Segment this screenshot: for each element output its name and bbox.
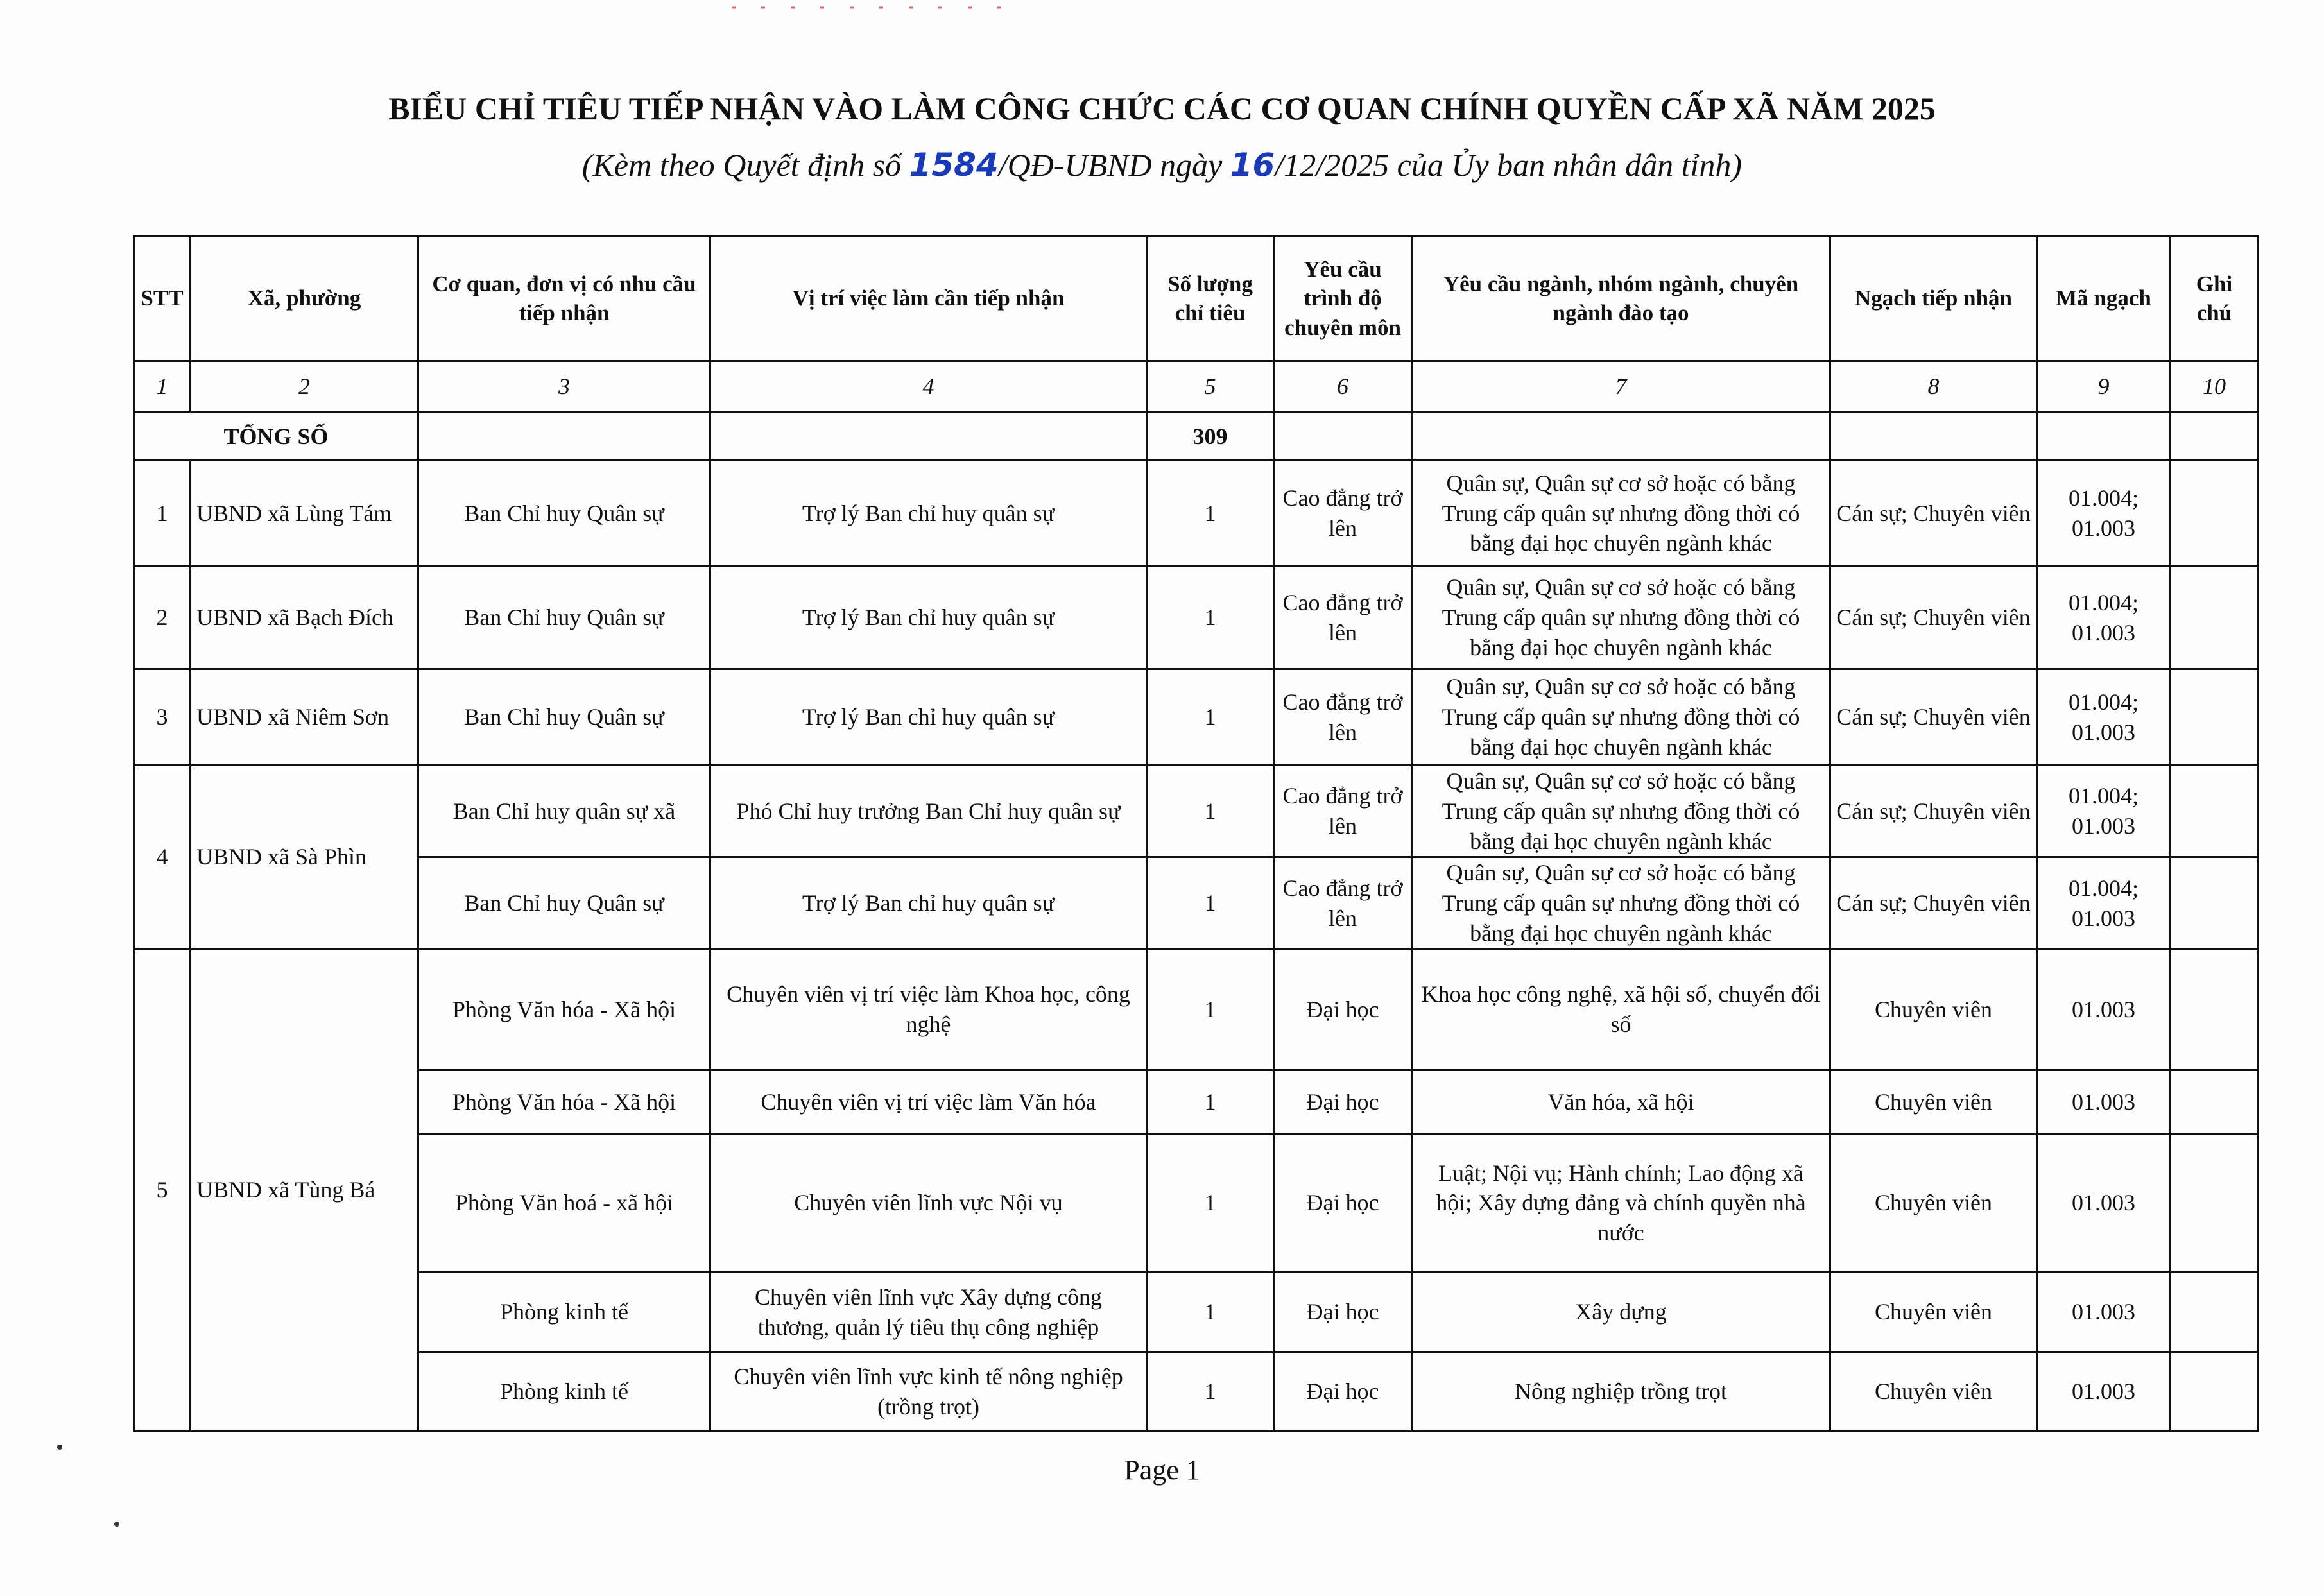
field-cell: Quân sự, Quân sự cơ sở hoặc có bằng Trung cấp quân sự nhưng đồng thời có bằng đại học chuyên ngành khác (1412, 461, 1830, 567)
rank-cell: Cán sự; Chuyên viên (1830, 669, 2037, 766)
column-number: 7 (1412, 361, 1830, 413)
column-number: 2 (191, 361, 418, 413)
field-cell: Xây dựng (1412, 1272, 1830, 1352)
agency-cell: Ban Chỉ huy Quân sự (418, 461, 710, 567)
quota-cell: 1 (1147, 567, 1274, 669)
stt-cell: 1 (134, 461, 191, 567)
header-cell: Cơ quan, đơn vị có nhu cầu tiếp nhận (418, 236, 710, 361)
field-cell: Văn hóa, xã hội (1412, 1070, 1830, 1134)
header-cell: Số lượng chỉ tiêu (1147, 236, 1274, 361)
commune-cell: UBND xã Sà Phìn (191, 766, 418, 950)
position-cell: Chuyên viên vị trí việc làm Khoa học, công nghệ (710, 949, 1147, 1070)
quota-cell: 1 (1147, 461, 1274, 567)
level-cell: Đại học (1274, 1352, 1412, 1431)
quota-cell: 1 (1147, 1070, 1274, 1134)
code-cell: 01.003 (2037, 1134, 2171, 1272)
header-cell: Vị trí việc làm cần tiếp nhận (710, 236, 1147, 361)
header-cell: Mã ngạch (2037, 236, 2171, 361)
total-value: 309 (1147, 413, 1274, 461)
field-cell: Luật; Nội vụ; Hành chính; Lao động xã hội; Xây dựng đảng và chính quyền nhà nước (1412, 1134, 1830, 1272)
column-number: 5 (1147, 361, 1274, 413)
commune-cell: UBND xã Tùng Bá (191, 949, 418, 1431)
column-number: 1 (134, 361, 191, 413)
commune-cell: UBND xã Bạch Đích (191, 567, 418, 669)
decision-number: 1584 (909, 146, 999, 184)
column-number: 3 (418, 361, 710, 413)
subtitle-middle: /QĐ-UBND ngày (998, 147, 1230, 183)
agency-cell: Ban Chỉ huy quân sự xã (418, 766, 710, 857)
quota-cell: 1 (1147, 949, 1274, 1070)
quota-cell: 1 (1147, 1272, 1274, 1352)
agency-cell: Ban Chỉ huy Quân sự (418, 857, 710, 949)
position-cell: Trợ lý Ban chỉ huy quân sự (710, 567, 1147, 669)
rank-cell: Chuyên viên (1830, 1134, 2037, 1272)
position-cell: Trợ lý Ban chỉ huy quân sự (710, 669, 1147, 766)
level-cell: Cao đẳng trở lên (1274, 857, 1412, 949)
code-cell: 01.004; 01.003 (2037, 461, 2171, 567)
page-number: Page 1 (1124, 1454, 1200, 1486)
header-cell: Yêu cầu trình độ chuyên môn (1274, 236, 1412, 361)
header-cell: Ngạch tiếp nhận (1830, 236, 2037, 361)
rank-cell: Cán sự; Chuyên viên (1830, 461, 2037, 567)
code-cell: 01.004; 01.003 (2037, 766, 2171, 857)
subtitle-prefix: (Kèm theo Quyết định số (581, 147, 909, 183)
level-cell: Cao đẳng trở lên (1274, 669, 1412, 766)
field-cell: Quân sự, Quân sự cơ sở hoặc có bằng Trung cấp quân sự nhưng đồng thời có bằng đại học chuyên ngành khác (1412, 567, 1830, 669)
column-number: 6 (1274, 361, 1412, 413)
agency-cell: Ban Chỉ huy Quân sự (418, 567, 710, 669)
code-cell: 01.004; 01.003 (2037, 857, 2171, 949)
column-number: 10 (2171, 361, 2259, 413)
rank-cell: Chuyên viên (1830, 949, 2037, 1070)
rank-cell: Chuyên viên (1830, 1352, 2037, 1431)
rank-cell: Chuyên viên (1830, 1272, 2037, 1352)
agency-cell: Phòng kinh tế (418, 1352, 710, 1431)
header-cell: STT (134, 236, 191, 361)
quota-cell: 1 (1147, 857, 1274, 949)
document-title: BIỂU CHỈ TIÊU TIẾP NHẬN VÀO LÀM CÔNG CHỨC CÁC CƠ QUAN CHÍNH QUYỀN CẤP XÃ NĂM 2025 (388, 90, 1936, 126)
code-cell: 01.003 (2037, 949, 2171, 1070)
level-cell: Đại học (1274, 1134, 1412, 1272)
stt-cell: 5 (134, 949, 191, 1431)
code-cell: 01.003 (2037, 1272, 2171, 1352)
rank-cell: Chuyên viên (1830, 1070, 2037, 1134)
commune-cell: UBND xã Lùng Tám (191, 461, 418, 567)
stt-cell: 3 (134, 669, 191, 766)
level-cell: Cao đẳng trở lên (1274, 461, 1412, 567)
code-cell: 01.004; 01.003 (2037, 669, 2171, 766)
commune-cell: UBND xã Niêm Sơn (191, 669, 418, 766)
position-cell: Trợ lý Ban chỉ huy quân sự (710, 857, 1147, 949)
column-number: 9 (2037, 361, 2171, 413)
level-cell: Cao đẳng trở lên (1274, 567, 1412, 669)
agency-cell: Phòng Văn hóa - Xã hội (418, 949, 710, 1070)
column-number: 8 (1830, 361, 2037, 413)
header-cell: Yêu cầu ngành, nhóm ngành, chuyên ngành đào tạo (1412, 236, 1830, 361)
field-cell: Khoa học công nghệ, xã hội số, chuyển đổi số (1412, 949, 1830, 1070)
position-cell: Chuyên viên vị trí việc làm Văn hóa (710, 1070, 1147, 1134)
field-cell: Quân sự, Quân sự cơ sở hoặc có bằng Trung cấp quân sự nhưng đồng thời có bằng đại học chuyên ngành khác (1412, 857, 1830, 949)
position-cell: Trợ lý Ban chỉ huy quân sự (710, 461, 1147, 567)
header-cell: Ghi chú (2171, 236, 2259, 361)
quota-cell: 1 (1147, 669, 1274, 766)
stt-cell: 2 (134, 567, 191, 669)
rank-cell: Cán sự; Chuyên viên (1830, 567, 2037, 669)
code-cell: 01.004; 01.003 (2037, 567, 2171, 669)
level-cell: Đại học (1274, 1272, 1412, 1352)
quota-cell: 1 (1147, 766, 1274, 857)
decision-day: 16 (1230, 146, 1275, 184)
total-label: TỔNG SỐ (134, 413, 418, 461)
level-cell: Cao đẳng trở lên (1274, 766, 1412, 857)
stt-cell: 4 (134, 766, 191, 950)
subtitle-suffix: /12/2025 của Ủy ban nhân dân tỉnh) (1275, 147, 1743, 183)
level-cell: Đại học (1274, 949, 1412, 1070)
position-cell: Chuyên viên lĩnh vực Xây dựng công thương, quản lý tiêu thụ công nghiệp (710, 1272, 1147, 1352)
agency-cell: Phòng kinh tế (418, 1272, 710, 1352)
position-cell: Phó Chỉ huy trưởng Ban Chỉ huy quân sự (710, 766, 1147, 857)
agency-cell: Ban Chỉ huy Quân sự (418, 669, 710, 766)
position-cell: Chuyên viên lĩnh vực kinh tế nông nghiệp (trồng trọt) (710, 1352, 1147, 1431)
agency-cell: Phòng Văn hóa - Xã hội (418, 1070, 710, 1134)
quota-cell: 1 (1147, 1134, 1274, 1272)
column-number: 4 (710, 361, 1147, 413)
agency-cell: Phòng Văn hoá - xã hội (418, 1134, 710, 1272)
field-cell: Quân sự, Quân sự cơ sở hoặc có bằng Trung cấp quân sự nhưng đồng thời có bằng đại học chuyên ngành khác (1412, 766, 1830, 857)
rank-cell: Cán sự; Chuyên viên (1830, 766, 2037, 857)
field-cell: Nông nghiệp trồng trọt (1412, 1352, 1830, 1431)
field-cell: Quân sự, Quân sự cơ sở hoặc có bằng Trung cấp quân sự nhưng đồng thời có bằng đại học chuyên ngành khác (1412, 669, 1830, 766)
position-cell: Chuyên viên lĩnh vực Nội vụ (710, 1134, 1147, 1272)
level-cell: Đại học (1274, 1070, 1412, 1134)
quota-cell: 1 (1147, 1352, 1274, 1431)
rank-cell: Cán sự; Chuyên viên (1830, 857, 2037, 949)
code-cell: 01.003 (2037, 1070, 2171, 1134)
header-cell: Xã, phường (191, 236, 418, 361)
code-cell: 01.003 (2037, 1352, 2171, 1431)
